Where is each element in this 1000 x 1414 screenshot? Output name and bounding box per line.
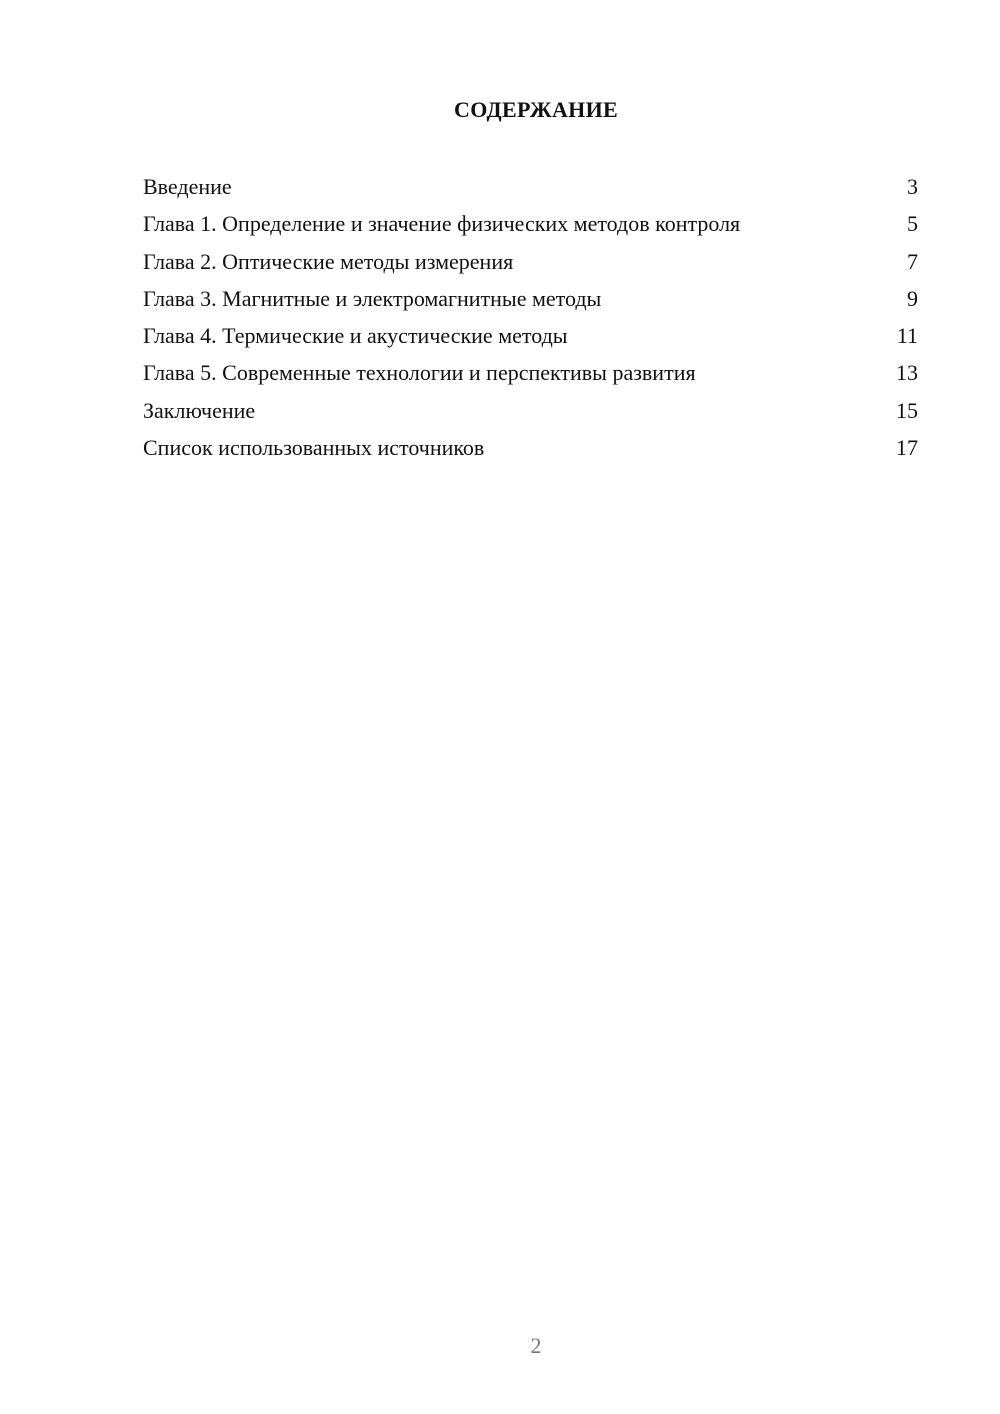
toc-entry-page: 3 <box>907 174 918 199</box>
toc-entry-page: 17 <box>896 435 918 461</box>
page-title: СОДЕРЖАНИЕ <box>454 97 618 122</box>
toc-entry-label: Глава 1. Определение и значение физических методов контроля <box>143 211 741 237</box>
toc-entry-chapter-5 <box>143 354 918 391</box>
toc-entry-conclusion <box>143 392 918 429</box>
toc-entry-label: Введение <box>143 174 232 199</box>
toc-entry-label: Заключение <box>143 397 256 423</box>
toc-entry-label: Список использованных источников <box>143 435 485 461</box>
toc-entry-label: Глава 3. Магнитные и электромагнитные методы <box>143 285 602 311</box>
toc-entry-label: Глава 5. Современные технологии и перспективы развития <box>143 360 696 386</box>
page-number: 2 <box>530 1333 542 1358</box>
toc-entry-page: 7 <box>907 248 918 274</box>
toc-entry-chapter-2 <box>143 243 918 280</box>
toc-entry-label: Глава 4. Термические и акустические методы <box>143 323 568 349</box>
toc-entry-page: 15 <box>896 397 918 423</box>
toc-entry-page: 13 <box>896 360 918 386</box>
toc-entry-page: 5 <box>907 211 918 237</box>
toc-entry-page: 11 <box>896 323 918 349</box>
table-of-contents <box>143 168 918 466</box>
toc-entry-references <box>143 429 918 466</box>
toc-entry-chapter-3 <box>143 280 918 317</box>
toc-entry-introduction <box>143 168 918 205</box>
toc-entry-label: Глава 2. Оптические методы измерения <box>143 248 514 274</box>
toc-entry-chapter-1 <box>143 205 918 242</box>
toc-entry-page: 9 <box>907 285 918 311</box>
toc-entry-chapter-4 <box>143 317 918 354</box>
